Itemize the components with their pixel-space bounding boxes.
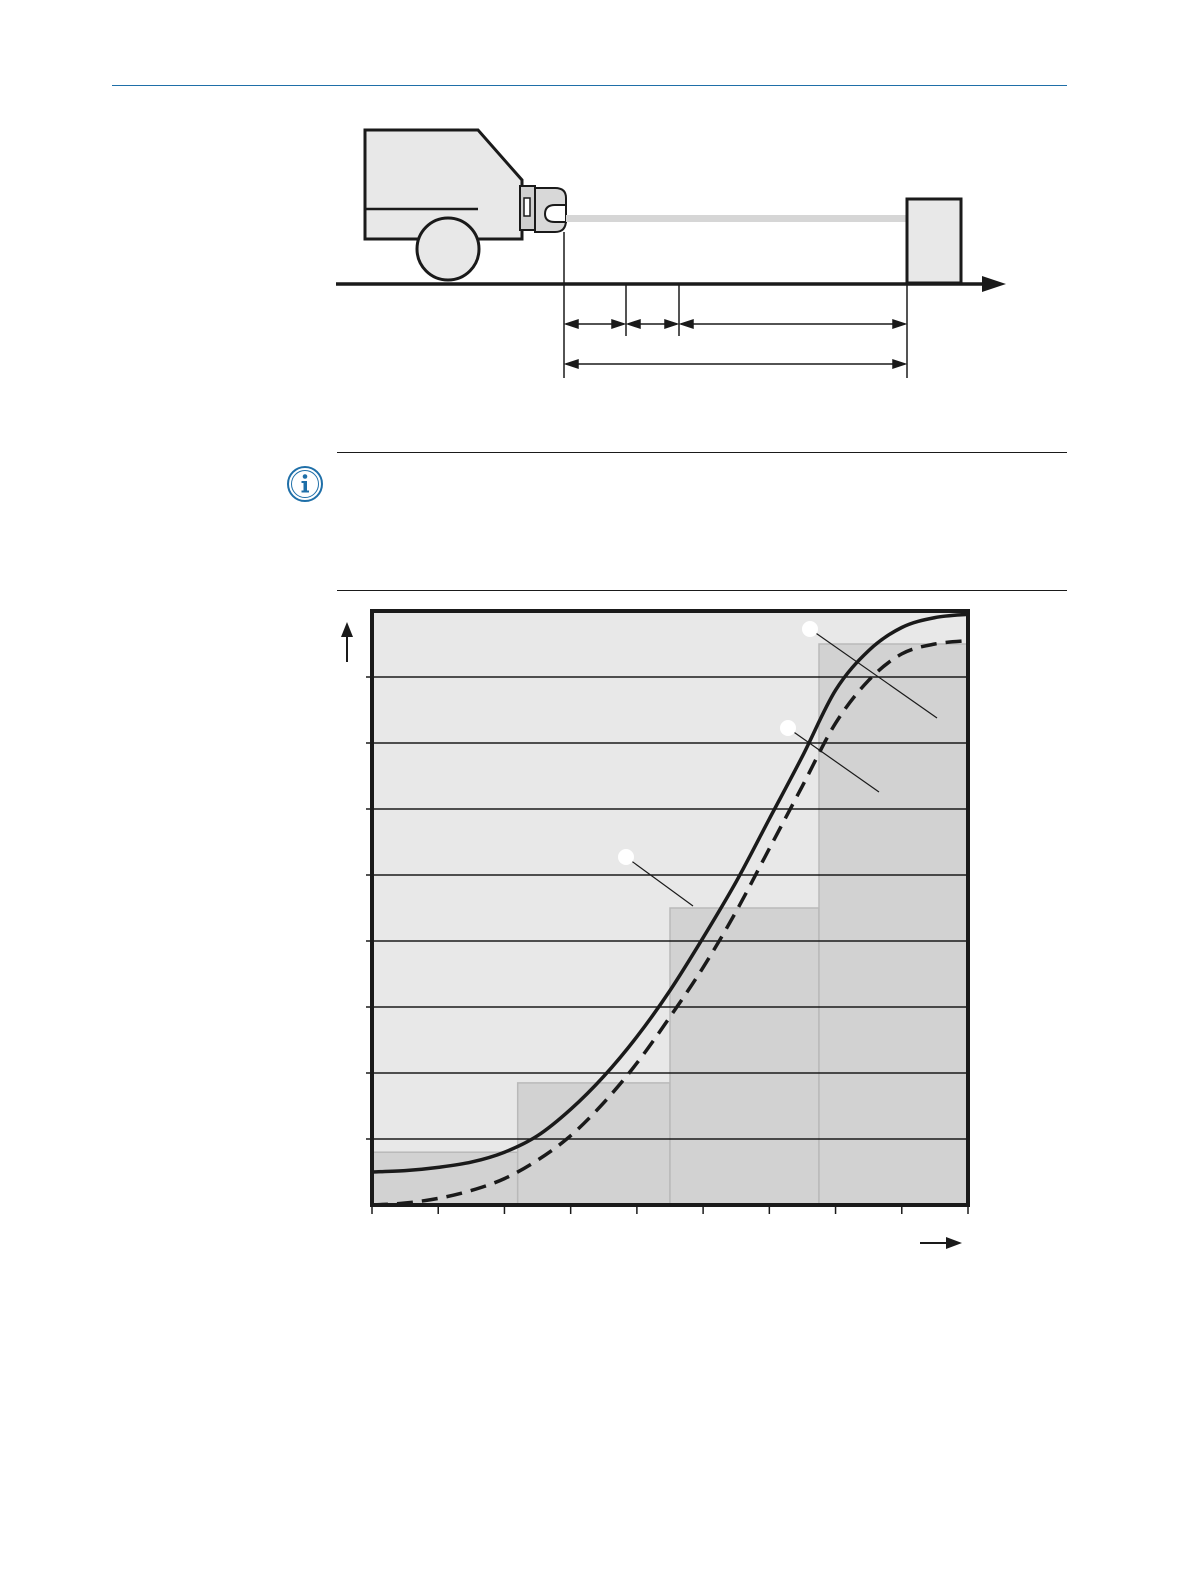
step-bar-4 [819, 644, 968, 1205]
step-bar-2 [518, 1083, 670, 1205]
step-bar-1 [372, 1152, 518, 1205]
callout-marker-2 [780, 720, 796, 736]
callout-marker-3 [618, 849, 634, 865]
y-axis-arrowhead [341, 622, 353, 637]
x-axis-arrowhead [946, 1237, 962, 1249]
callout-marker-1 [802, 621, 818, 637]
